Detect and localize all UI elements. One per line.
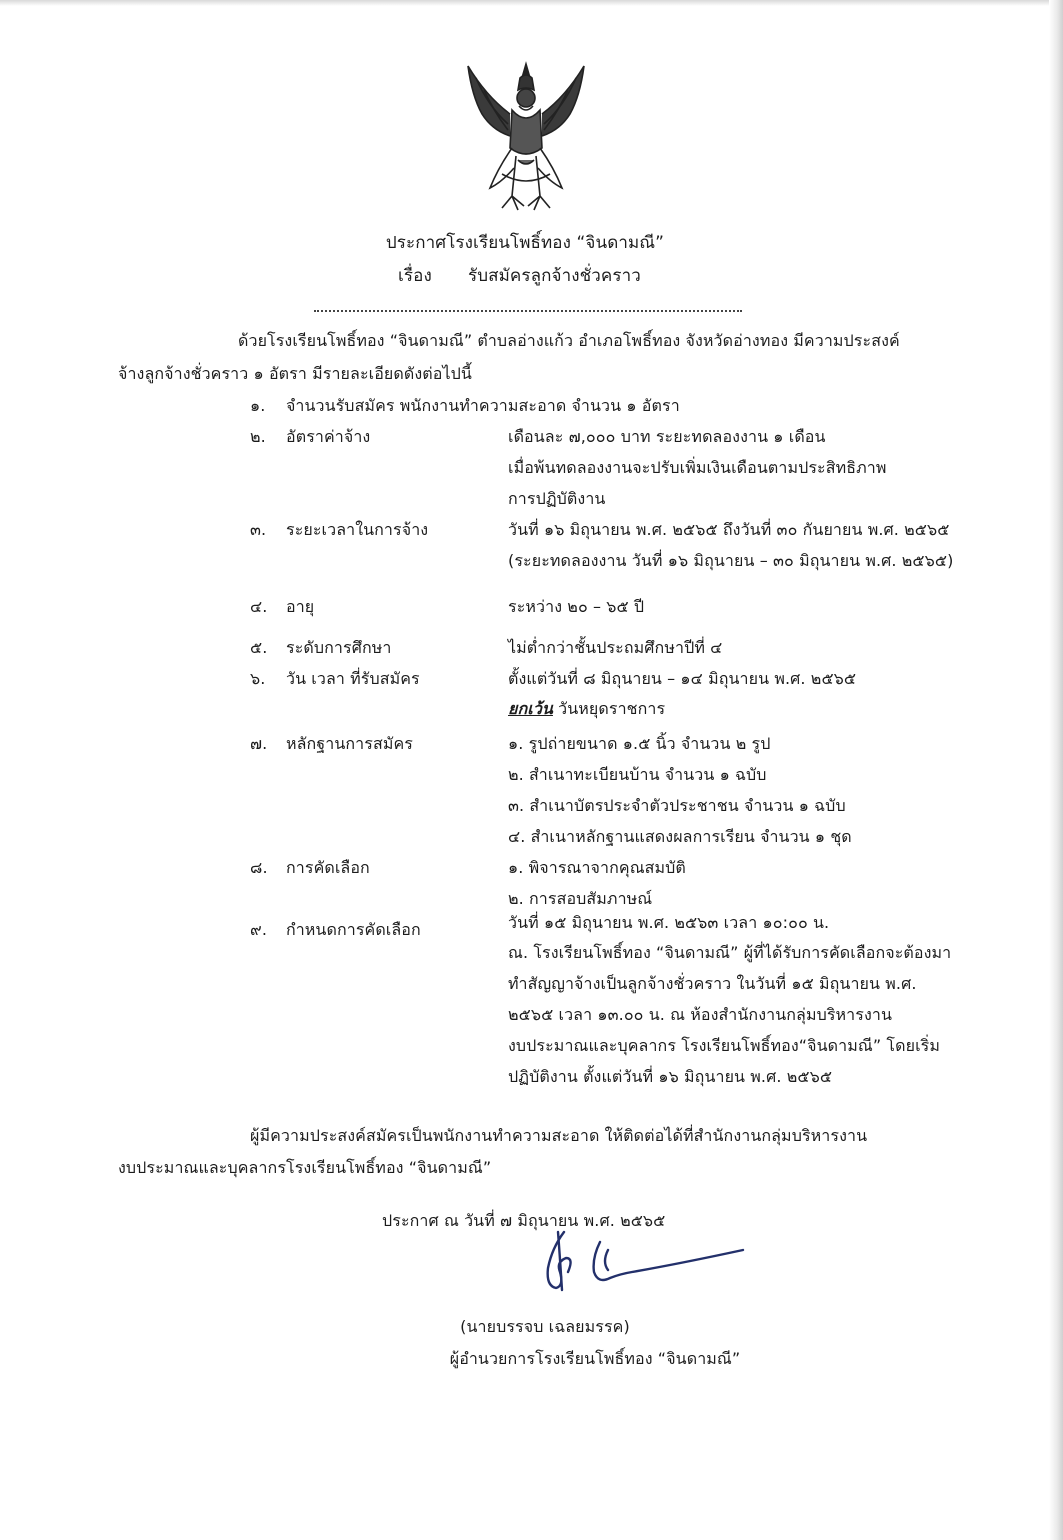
item-1-number: ๑. <box>250 396 266 415</box>
item-5-number: ๕. <box>250 638 268 657</box>
item-4-label: อายุ <box>286 597 315 616</box>
item-8-number: ๘. <box>250 858 268 877</box>
item-9-number: ๙. <box>250 920 268 939</box>
item-8-label: การคัดเลือก <box>286 858 370 877</box>
item-6-label: วัน เวลา ที่รับสมัคร <box>286 669 420 688</box>
item-4-number: ๔. <box>250 597 268 616</box>
exception-label: ยกเว้น <box>508 699 553 718</box>
closing-line-2: งบประมาณและบุคลากรโรงเรียนโพธิ์ทอง “จินดามณี” <box>118 1158 492 1177</box>
item-9-line-3: ทำสัญญาจ้างเป็นลูกจ้างชั่วคราว ในวันที่ ๑๕ มิถุนายน พ.ศ. <box>508 974 917 993</box>
item-5-line-1: ไม่ต่ำกว่าชั้นประถมศึกษาปีที่ ๔ <box>508 638 723 657</box>
item-2-line-2: เมื่อพ้นทดลองงานจะปรับเพิ่มเงินเดือนตามประสิทธิภาพ <box>508 458 887 477</box>
scan-right-edge <box>1049 0 1063 1540</box>
item-3-line-2: (ระยะทดลองงาน วันที่ ๑๖ มิถุนายน – ๓๐ มิถุนายน พ.ศ. ๒๕๖๕) <box>508 551 954 570</box>
item-9-line-1: วันที่ ๑๕ มิถุนายน พ.ศ. ๒๕๖๓ เวลา ๑๐:๐๐ น. <box>508 913 830 932</box>
item-4-line-1: ระหว่าง ๒๐ – ๖๕ ปี <box>508 597 645 616</box>
item-7-line-3: ๓. สำเนาบัตรประจำตัวประชาชน จำนวน ๑ ฉบับ <box>508 796 846 815</box>
garuda-emblem-icon <box>462 56 590 216</box>
item-3-number: ๓. <box>250 520 267 539</box>
signer-name: (นายบรรจบ เฉลยมรรค) <box>460 1317 630 1336</box>
item-2-number: ๒. <box>250 427 266 446</box>
item-8-line-2: ๒. การสอบสัมภาษณ์ <box>508 889 653 908</box>
signer-position: ผู้อำนวยการโรงเรียนโพธิ์ทอง “จินดามณี” <box>449 1349 741 1368</box>
scan-top-edge <box>0 0 1063 6</box>
item-7-line-2: ๒. สำเนาทะเบียนบ้าน จำนวน ๑ ฉบับ <box>508 765 767 784</box>
item-5-label: ระดับการศึกษา <box>286 638 392 657</box>
item-9-line-4: ๒๕๖๕ เวลา ๑๓.๐๐ น. ณ ห้องสำนักงานกลุ่มบริหารงาน <box>508 1005 892 1024</box>
intro-line-2: จ้างลูกจ้างชั่วคราว ๑ อัตรา มีรายละเอียดดังต่อไปนี้ <box>118 364 472 383</box>
item-3-label: ระยะเวลาในการจ้าง <box>286 520 429 539</box>
item-6-number: ๖. <box>250 669 266 688</box>
item-8-line-1: ๑. พิจารณาจากคุณสมบัติ <box>508 858 686 877</box>
item-6-line-1: ตั้งแต่วันที่ ๘ มิถุนายน – ๑๔ มิถุนายน พ.ศ. ๒๕๖๕ <box>508 669 857 688</box>
announce-date: ประกาศ ณ วันที่ ๗ มิถุนายน พ.ศ. ๒๕๖๕ <box>382 1211 666 1230</box>
dotted-separator <box>314 310 742 312</box>
item-9-line-6: ปฏิบัติงาน ตั้งแต่วันที่ ๑๖ มิถุนายน พ.ศ. ๒๕๖๕ <box>508 1067 833 1086</box>
item-9-line-5: งบประมาณและบุคลากร โรงเรียนโพธิ์ทอง“จินดามณี” โดยเริ่ม <box>508 1036 940 1055</box>
item-7-number: ๗. <box>250 734 268 753</box>
item-1-label: จำนวนรับสมัคร พนักงานทำความสะอาด จำนวน ๑ อัตรา <box>286 396 680 415</box>
item-9-line-2: ณ. โรงเรียนโพธิ์ทอง “จินดามณี” ผู้ที่ได้รับการคัดเลือกจะต้องมา <box>508 943 952 962</box>
intro-line-1: ด้วยโรงเรียนโพธิ์ทอง “จินดามณี” ตำบลอ่างแก้ว อำเภอโพธิ์ทอง จังหวัดอ่างทอง มีความประสงค์ <box>238 331 900 350</box>
item-2-line-3: การปฏิบัติงาน <box>508 489 606 508</box>
item-2-line-1: เดือนละ ๗,๐๐๐ บาท ระยะทดลองงาน ๑ เดือน <box>508 427 826 446</box>
item-6-exception <box>508 698 665 720</box>
item-2-label: อัตราค่าจ้าง <box>286 427 371 446</box>
signature-icon <box>538 1228 748 1300</box>
item-7-label: หลักฐานการสมัคร <box>286 734 413 753</box>
closing-line-1: ผู้มีความประสงค์สมัครเป็นพนักงานทำความสะอาด ให้ติดต่อได้ที่สำนักงานกลุ่มบริหารงาน <box>250 1126 868 1145</box>
subject-label: เรื่อง <box>398 266 432 286</box>
subject-text: รับสมัครลูกจ้างชั่วคราว <box>468 266 641 286</box>
item-9-label: กำหนดการคัดเลือก <box>286 920 421 939</box>
item-7-line-1: ๑. รูปถ่ายขนาด ๑.๕ นิ้ว จำนวน ๒ รูป <box>508 734 771 753</box>
item-3-line-1: วันที่ ๑๖ มิถุนายน พ.ศ. ๒๕๖๕ ถึงวันที่ ๓๐ กันยายน พ.ศ. ๒๕๖๕ <box>508 520 950 539</box>
announcement-title: ประกาศโรงเรียนโพธิ์ทอง “จินดามณี” <box>385 233 665 253</box>
exception-text: วันหยุดราชการ <box>552 699 666 718</box>
item-7-line-4: ๔. สำเนาหลักฐานแสดงผลการเรียน จำนวน ๑ ชุด <box>508 827 852 846</box>
